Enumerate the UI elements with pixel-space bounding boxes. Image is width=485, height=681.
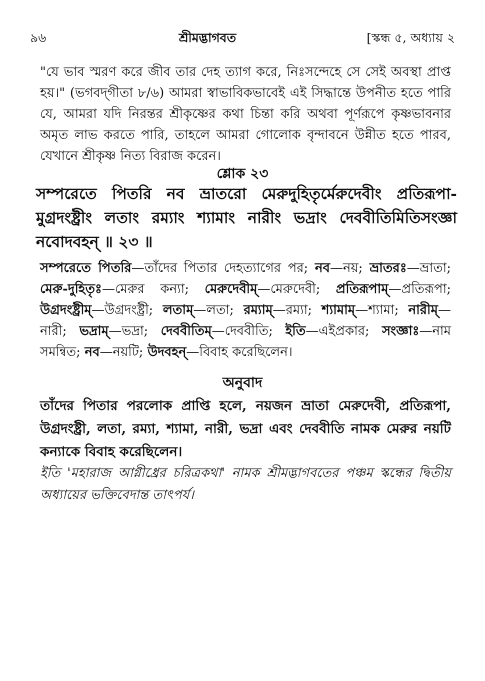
translation-title: অনুবাদ — [222, 375, 263, 391]
verse-title: শ্লোক ২৩ — [216, 166, 269, 182]
synonym-separator: — — [419, 324, 433, 339]
synonym-term: ভদ্রাম্ — [79, 324, 109, 339]
synonym-separator: — — [438, 303, 451, 318]
page-number: ৯৬ — [30, 30, 47, 45]
synonyms-paragraph — [40, 258, 451, 363]
synonym-term: উদবহন্ — [147, 345, 187, 360]
synonym-separator: — — [186, 345, 200, 360]
synonym-term: মেরু-দুহিতৃঃ — [40, 282, 102, 297]
synonym-meaning: উগ্রদংষ্ট্রী; — [104, 303, 163, 318]
translation-text: তাঁদের পিতার পরলোক প্রাপ্তি হলে, নয়জন ভ্রাতা মেরুদেবী, প্রতিরূপা, উগ্রদংষ্ট্রী, লতা, রম্যা, শ্যামা, নারী, ভদ্রা এবং দেববীতি নামক মেরুর নয়টি কন্যাকে বিবাহ করেছিলেন। — [40, 398, 451, 460]
chapter-closing-note: ইতি 'মহারাজ আগ্নীধ্রের চরিত্রকথা' নামক শ্রীমদ্ভাগবতের পঞ্চম স্কন্ধের দ্বিতীয় অধ্যায়ের ভক্তিবেদান্ত তাৎপর্য। — [40, 466, 451, 503]
synonym-meaning: মেরুর কন্যা; — [114, 282, 205, 297]
synonym-meaning: শ্যামা; — [368, 303, 409, 318]
synonym-separator: — — [257, 282, 271, 297]
synonym-meaning: নয়; — [343, 261, 370, 276]
synonym-term: রম্যাম্ — [243, 303, 273, 318]
synonym-meaning: নারী; — [40, 324, 80, 339]
synonym-meaning: রম্যা; — [285, 303, 322, 318]
synonym-term: ইতি — [285, 324, 306, 339]
synonym-meaning: ভদ্রা; — [121, 324, 161, 339]
synonym-term: সংজ্ঞাঃ — [381, 324, 420, 339]
synonym-term: নব — [84, 345, 100, 360]
synonym-separator: — — [193, 303, 207, 318]
synonym-separator: — — [131, 261, 145, 276]
synonym-term: দেববীতিম্ — [160, 324, 212, 339]
synonym-term: প্রতিরূপাম্ — [335, 282, 389, 297]
synonym-term: উগ্রদংষ্ট্রীম্ — [40, 303, 92, 318]
section-reference: [স্কন্ধ ৫, অধ্যায় ২ — [366, 30, 455, 45]
synonym-meaning: লতা; — [206, 303, 244, 318]
synonym-meaning: দেববীতি; — [224, 324, 286, 339]
synonym-separator: — — [272, 303, 286, 318]
synonym-separator: — — [101, 282, 115, 297]
synonym-meaning: নয়টি; — [112, 345, 148, 360]
synonym-term: মেরুদেবীম্ — [204, 282, 258, 297]
synonym-meaning: তাঁদের পিতার দেহত্যাগের পর; — [144, 261, 315, 276]
synonym-meaning: বিবাহ করেছিলেন। — [199, 345, 293, 360]
synonym-separator: — — [388, 282, 402, 297]
synonym-separator: — — [91, 303, 105, 318]
synonym-separator: — — [406, 261, 420, 276]
synonym-separator: — — [305, 324, 319, 339]
intro-paragraph: "যে ভাব স্মরণ করে জীব তার দেহ ত্যাগ করে, নিঃসন্দেহে সে সেই অবস্থা প্রাপ্ত হয়।" (ভগবদ্‌গীতা ৮/৬) আমরা স্বাভাবিকভাবেই এই সিদ্ধান্তে উপনীত হতে পারি যে, আমরা যদি নিরন্তর শ্রীকৃষ্ণের কথা চিন্তা করি অথবা পূর্ণরূপে কৃষ্ণভাবনার অমৃত লাভ করতে পারি, তাহলে আমরা গোলোক বৃন্দাবনে উন্নীত হতে পারব, যেখানে শ্রীকৃষ্ণ নিত্য বিরাজ করেন। — [40, 65, 451, 164]
synonym-separator: — — [211, 324, 225, 339]
synonym-separator: — — [330, 261, 343, 276]
synonym-term: ভ্রাতরঃ — [369, 261, 407, 276]
synonym-term: সম্পরেতে পিতরি — [40, 261, 132, 276]
synonym-meaning: নাম সমন্বিত; — [40, 324, 452, 360]
synonym-term: শ্যামাম্ — [321, 303, 356, 318]
synonym-separator: — — [99, 345, 113, 360]
synonym-meaning: এইপ্রকার; — [318, 324, 382, 339]
synonym-term: নারীম্ — [408, 303, 438, 318]
page-header — [30, 30, 455, 50]
synonym-meaning: ভ্রাতা; — [419, 261, 451, 276]
synonym-meaning: প্রতিরূপা; — [401, 282, 451, 297]
book-title: শ্রীমদ্ভাগবত — [178, 30, 237, 45]
synonym-meaning: মেরুদেবী; — [270, 282, 336, 297]
synonym-separator: — — [108, 324, 122, 339]
synonym-term: নব — [315, 261, 330, 276]
synonym-term: লতাম্ — [162, 303, 194, 318]
verse-sanskrit: সম্পরেতে পিতরি নব ভ্রাতরো মেরুদুহিতৃর্মেরুদেবীং প্রতিরূপা-মুগ্রদংষ্ট্রীং লতাং রম্যাং শ্যামাং নারীং ভদ্রাং দেববীতিমিতিসংজ্ঞা নবোদবহন্ ॥ ২৩ ॥ — [36, 184, 457, 251]
synonym-separator: — — [355, 303, 369, 318]
